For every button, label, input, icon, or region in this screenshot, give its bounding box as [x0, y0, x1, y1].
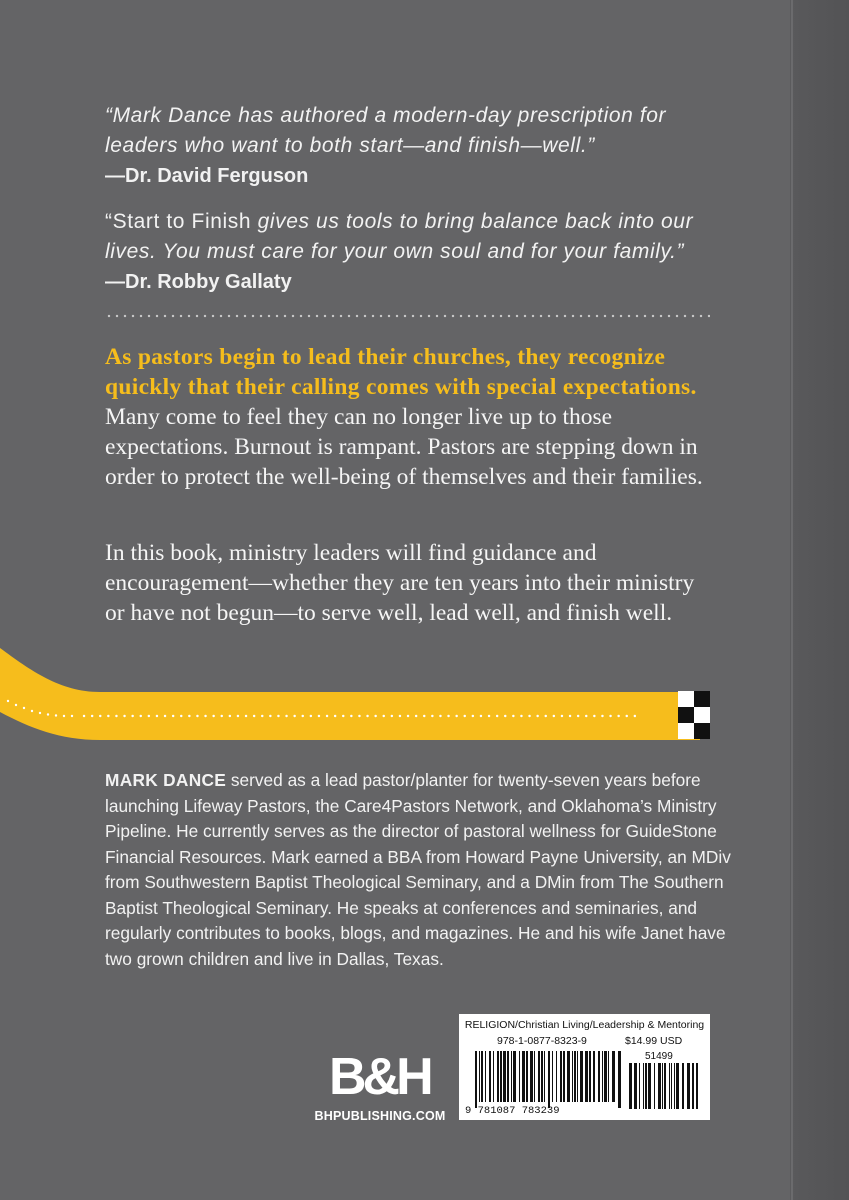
page-edge [791, 0, 793, 1200]
endorsement-text: “Mark Dance has authored a modern-day prescription for leaders who want to both start—and finish—well.” [105, 104, 667, 157]
description-paragraph-1 [105, 342, 715, 492]
endorsement-attribution: —Dr. David Ferguson [105, 165, 309, 187]
description-lead: As pastors begin to lead their churches, they recognize quickly that their calling comes with special expectations. [105, 344, 697, 400]
endorsement-text [105, 207, 725, 267]
author-bio [105, 768, 735, 972]
price-addon-code: 51499 [645, 1051, 673, 1062]
endorsement-text-rest: gives us tools to bring balance back into our lives. You must care for your own soul and for your family.” [105, 210, 694, 263]
barcode-panel [459, 1014, 710, 1120]
author-name: MARK DANCE [105, 770, 227, 790]
endorsement-gallaty [105, 207, 725, 297]
yellow-road-graphic [0, 640, 700, 750]
book-title-inline: “Start to Finish [105, 210, 252, 233]
dotted-divider [105, 314, 710, 318]
endorsement-ferguson [105, 101, 725, 191]
bisac-category: RELIGION/Christian Living/Leadership & Mentoring [464, 1019, 705, 1031]
description-paragraph-2: In this book, ministry leaders will find guidance and encouragement—whether they are ten years into their ministry or have not begun—to serve well, lead well, and finish well. [105, 540, 695, 626]
publisher-url: BHPUBLISHING.COM [314, 1109, 446, 1123]
author-bio-text: served as a lead pastor/planter for twenty-seven years before launching Lifeway Pastors, the Care4Pastors Network, and Oklahoma’s Ministry Pipeline. He currently serves as the director of pastoral wellness for GuideStone Financial Resources. Mark earned a BBA from Howard Payne University, an MDiv from Southwestern Baptist Theological Seminary, and a DMin from The Southern Baptist Theological Seminary. He speaks at conferences and seminaries, and regularly contributes to books, blogs, and magazines. He and his wife Janet have two grown children and live in Dallas, Texas. [105, 770, 731, 969]
description-rest: Many come to feel they can no longer live up to those expectations. Burnout is rampant. Pastors are stepping down in order to protect the well-being of themselves and their families. [105, 404, 703, 490]
barcode-digits: 9 781087 783239 [465, 1105, 560, 1117]
isbn-number: 978-1-0877-8323-9 [497, 1035, 587, 1047]
price-label: $14.99 USD [625, 1035, 683, 1047]
endorsement-attribution: —Dr. Robby Gallaty [105, 271, 292, 293]
publisher-logo [305, 1048, 455, 1126]
checkered-flag-icon [678, 691, 710, 739]
spine-shadow [790, 0, 849, 1200]
bh-logo-mark: B&H [329, 1048, 430, 1106]
